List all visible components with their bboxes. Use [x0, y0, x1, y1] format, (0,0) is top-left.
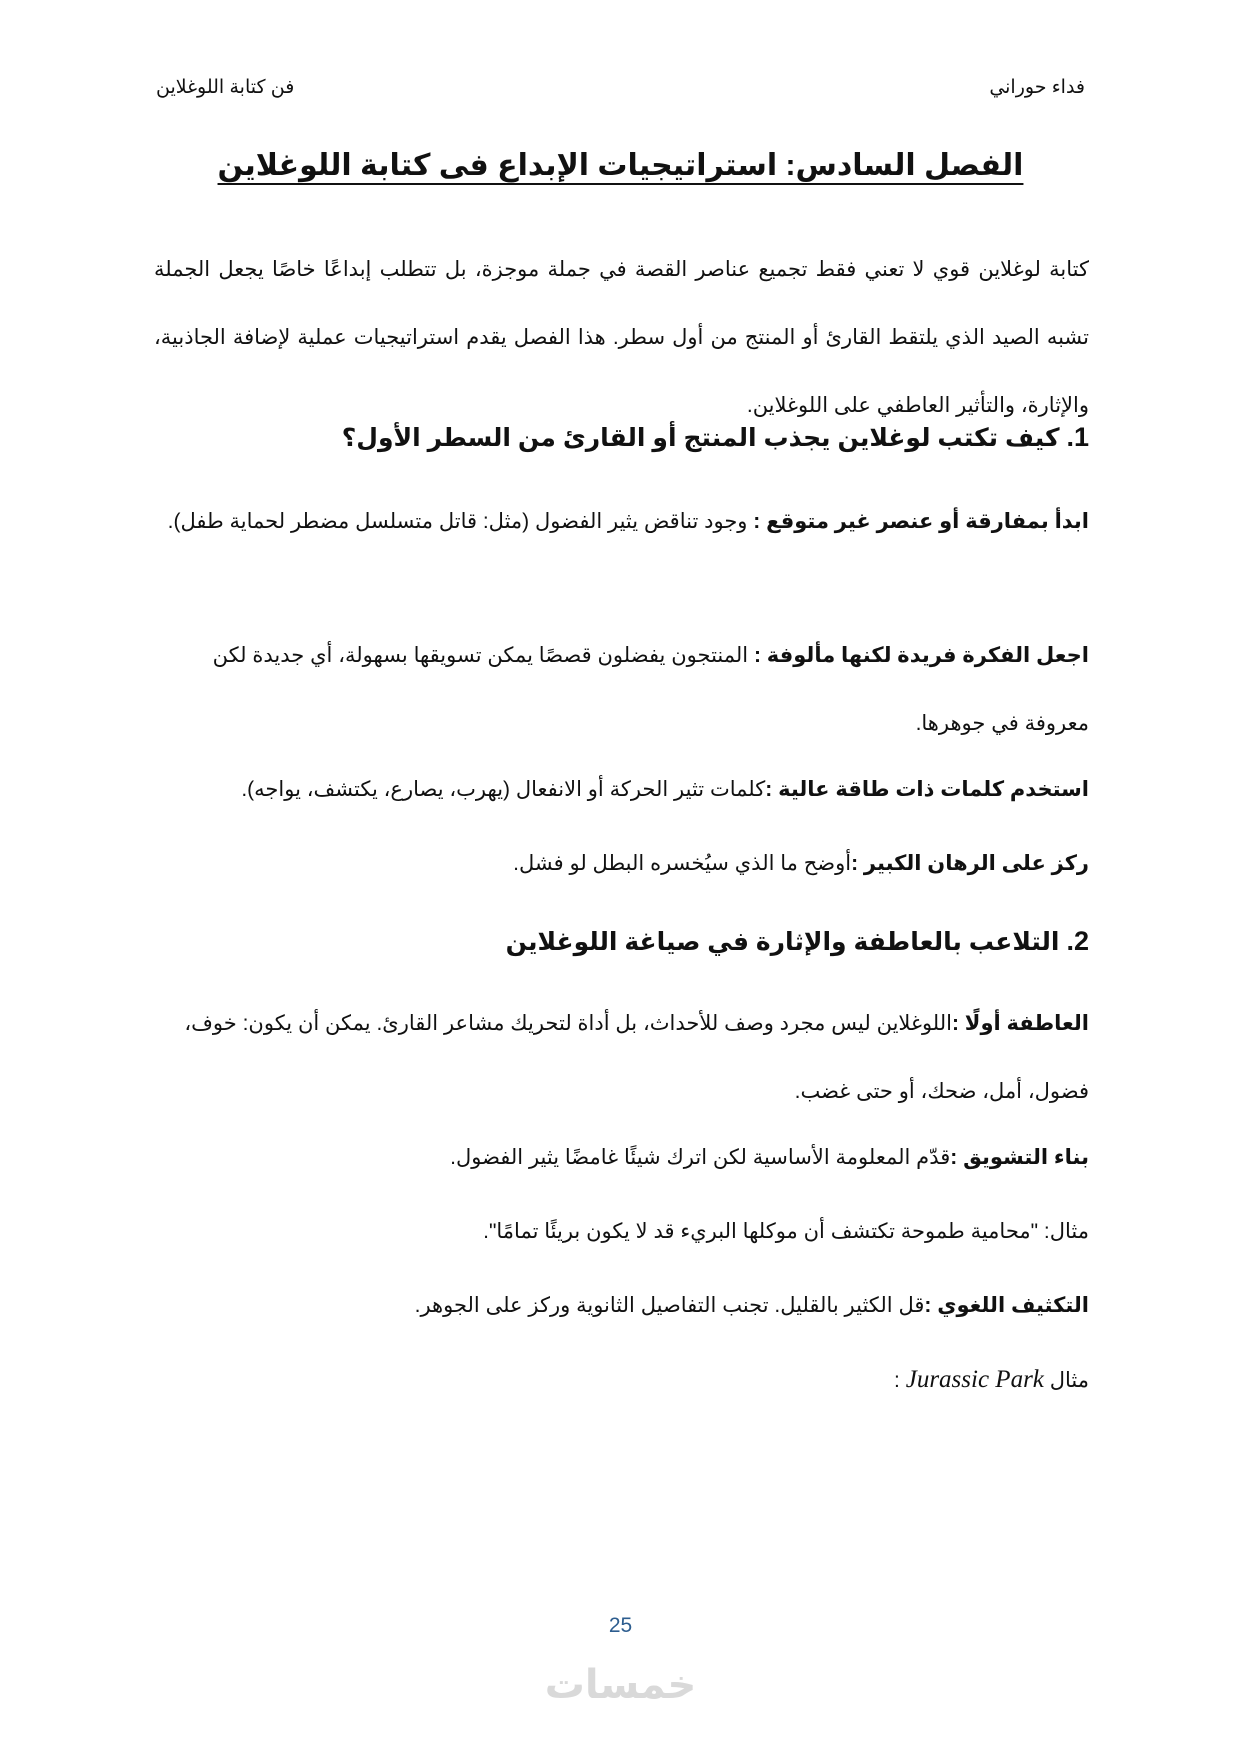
section-1-title: كيف تكتب لوغلاين يجذب المنتج أو القارئ من السطر الأول؟	[341, 424, 1060, 452]
section-2-example	[154, 1346, 1089, 1415]
example-colon: :	[894, 1369, 900, 1392]
example-title: Jurassic Park	[905, 1366, 1044, 1393]
item-term: العاطفة أولًا :	[951, 1012, 1089, 1035]
section-1-item-4	[154, 830, 1089, 898]
section-2-number: 2.	[1066, 926, 1089, 956]
section-1-item-1	[154, 488, 1089, 556]
section-1-heading	[154, 422, 1089, 453]
watermark-logo: خمسات	[544, 1663, 697, 1707]
section-2-item-1	[154, 990, 1089, 1126]
header-author: فداء حوراني	[989, 77, 1085, 98]
intro-paragraph: كتابة لوغلاين قوي لا تعني فقط تجميع عناصر القصة في جملة موجزة، بل تتطلب إبداعًا خاصًا يجعل الجملة تشبه الصيد الذي يلتقط القارئ أو المنتج من أول سطر. هذا الفصل يقدم استراتيجيات عملية لإضافة الجاذبية، والإثارة، والتأثير العاطفي على اللوغلاين.	[154, 258, 1089, 417]
section-1-item-3	[154, 756, 1089, 824]
section-2-title: التلاعب بالعاطفة والإثارة في صياغة اللوغلاين	[505, 928, 1060, 956]
item-term: استخدم كلمات ذات طاقة عالية :	[765, 778, 1089, 801]
item-term: ابدأ بمفارقة أو عنصر غير متوقع :	[753, 510, 1089, 533]
section-2-example-quote	[154, 1198, 1089, 1266]
item-text: قل الكثير بالقليل. تجنب التفاصيل الثانوية وركز على الجوهر.	[414, 1294, 925, 1317]
chapter-title	[0, 148, 1241, 183]
item-term: التكثيف اللغوي :	[924, 1294, 1089, 1317]
section-1-number: 1.	[1066, 422, 1089, 452]
item-text: المنتجون يفضلون قصصًا يمكن تسويقها بسهولة، أي جديدة لكن معروفة في جوهرها.	[212, 644, 1089, 735]
chapter-title-text: الفصل السادس: استراتيجيات الإبداع فى كتابة اللوغلاين	[217, 149, 1024, 182]
item-text: اللوغلاين ليس مجرد وصف للأحداث، بل أداة لتحريك مشاعر القارئ. يمكن أن يكون: خوف، فضول، أمل، ضحك، أو حتى غضب.	[184, 1012, 1089, 1103]
item-text: كلمات تثير الحركة أو الانفعال (يهرب، يصارع، يكتشف، يواجه).	[241, 778, 766, 801]
example-label: مثال	[1049, 1369, 1089, 1392]
item-text: أوضح ما الذي سيُخسره البطل لو فشل.	[513, 852, 852, 875]
section-2-heading	[154, 926, 1089, 957]
section-1-item-2	[154, 622, 1089, 758]
section-2-item-2	[154, 1124, 1089, 1192]
item-term: بناء التشويق :	[950, 1146, 1089, 1169]
page-number: 25	[608, 1614, 633, 1637]
item-term: اجعل الفكرة فريدة لكنها مألوفة :	[753, 644, 1089, 667]
example-quote-text: مثال: "محامية طموحة تكتشف أن موكلها البريء قد لا يكون بريئًا تمامًا".	[483, 1220, 1089, 1243]
header-book-title: فن كتابة اللوغلاين	[156, 77, 295, 98]
item-text: قدّم المعلومة الأساسية لكن اترك شيئًا غامضًا يثير الفضول.	[450, 1146, 951, 1169]
item-text: وجود تناقض يثير الفضول (مثل: قاتل متسلسل مضطر لحماية طفل).	[167, 510, 754, 533]
item-term: ركز على الرهان الكبير :	[851, 852, 1089, 875]
section-2-item-4	[154, 1272, 1089, 1340]
